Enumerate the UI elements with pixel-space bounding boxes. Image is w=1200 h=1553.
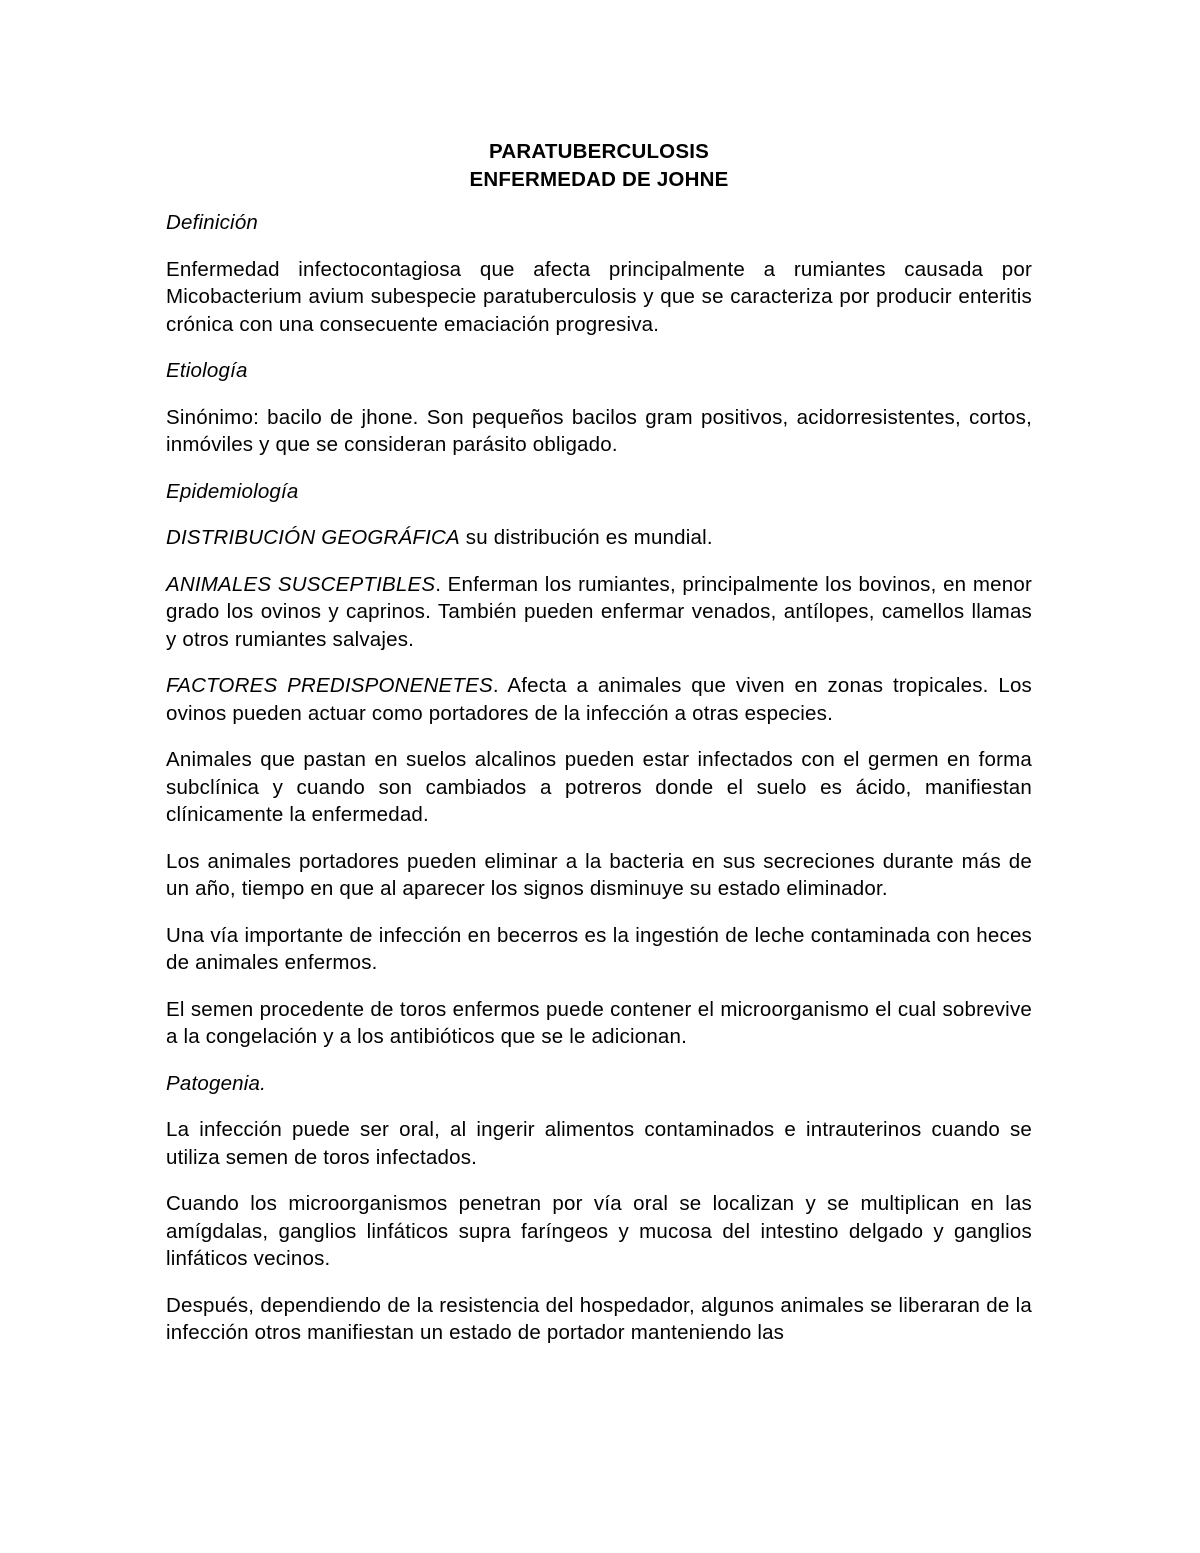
title-line-1: PARATUBERCULOSIS [489,140,709,163]
paragraph-despues: Después, dependiendo de la resistencia del hospedador, algunos animales se liberaran de la infección otros manifiestan un estado de portador manteniendo las [166,1293,1032,1344]
heading-patogenia: Patogenia. [166,1071,267,1095]
animales-text: . Enferman los rumiantes, principalmente los bovinos, en menor grado los ovinos y caprinos. También pueden enfermar venados, antílopes, camellos llamas y otros rumiantes salvajes. [166,572,1032,651]
heading-definicion: Definición [166,211,259,234]
paragraph-etiologia: Sinónimo: bacilo de jhone. Son pequeños bacilos gram positivos, acidorresistentes, cortos, inmóviles y que se consideran parásito obligado. [166,405,1032,456]
paragraph-oral: La infección puede ser oral, al ingerir alimentos contaminados e intrauterinos cuando se utiliza semen de toros infectados. [166,1118,1032,1169]
distribucion-text: su distribución es mundial. [459,526,713,549]
factores-lead: FACTORES PREDISPONENETES [166,674,493,697]
paragraph-portadores: Los animales portadores pueden eliminar a la bacteria en sus secreciones durante más de un año, tiempo en que al aparecer los signos disminuye su estado eliminador. [166,849,1032,900]
paragraph-suelos: Animales que pastan en suelos alcalinos pueden estar infectados con el germen en forma subclínica y cuando son cambiados a potreros donde el suelo es ácido, manifiestan clínicamente la enfermedad. [166,748,1032,826]
paragraph-via: Una vía importante de infección en becerros es la ingestión de leche contaminada con heces de animales enfermos. [166,923,1032,974]
factores-text: . Afecta a animales que viven en zonas tropicales. Los ovinos pueden actuar como portadores de la infección a otras especies. [166,674,1032,725]
paragraph-distribucion [166,524,1032,552]
paragraph-animales [166,571,1032,654]
paragraph-factores [166,672,1032,727]
paragraph-definicion: Enfermedad infectocontagiosa que afecta principalmente a rumiantes causada por Micobacterium avium subespecie paratuberculosis y que se caracteriza por producir enteritis crónica con una consecuente emaciación progresiva. [166,257,1032,336]
document-title [166,138,1032,193]
distribucion-lead: DISTRIBUCIÓN GEOGRÁFICA [166,526,460,549]
document-page [166,138,1032,1366]
paragraph-micro: Cuando los microorganismos penetran por vía oral se localizan y se multiplican en las amígdalas, ganglios linfáticos supra faríngeos y mucosa del intestino delgado y ganglios linfáticos vecinos. [166,1192,1032,1270]
heading-epidemiologia: Epidemiología [166,479,299,503]
animales-lead: ANIMALES SUSCEPTIBLES [166,572,436,596]
paragraph-semen: El semen procedente de toros enfermos puede contener el microorganismo el cual sobrevive a la congelación y a los antibióticos que se le adicionan. [166,997,1032,1048]
title-line-2: ENFERMEDAD DE JOHNE [469,167,729,191]
heading-etiologia: Etiología [166,359,248,382]
